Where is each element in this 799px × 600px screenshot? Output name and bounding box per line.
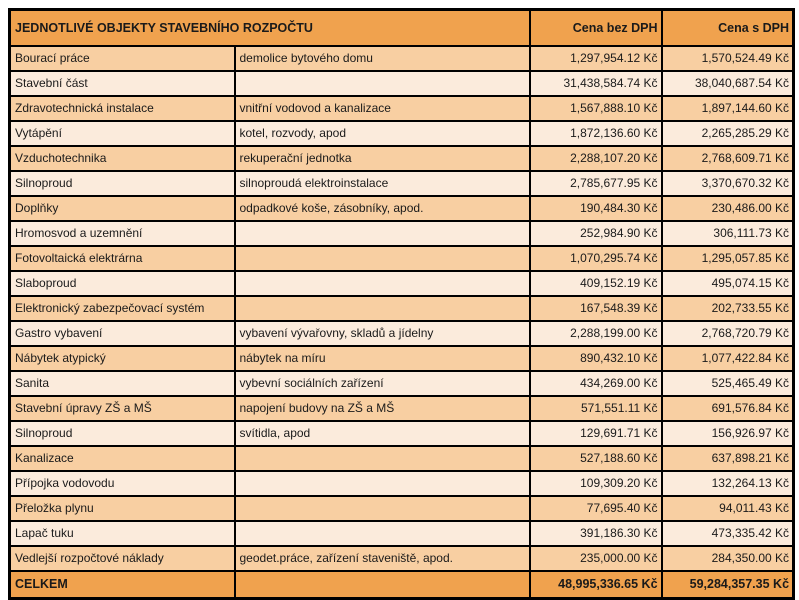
item-name-cell: Lapač tuku <box>10 521 235 546</box>
budget-table <box>8 8 795 600</box>
table-row <box>10 346 794 371</box>
column-header-price-excl-vat: Cena bez DPH <box>530 10 662 46</box>
price-incl-vat-cell: 202,733.55 Kč <box>662 296 794 321</box>
item-name-cell: Sanita <box>10 371 235 396</box>
item-description-cell <box>235 471 530 496</box>
price-incl-vat-cell: 1,570,524.49 Kč <box>662 46 794 71</box>
price-excl-vat-cell: 252,984.90 Kč <box>530 221 662 246</box>
item-description-cell: silnoproudá elektroinstalace <box>235 171 530 196</box>
price-excl-vat-cell: 1,567,888.10 Kč <box>530 96 662 121</box>
price-excl-vat-cell: 109,309.20 Kč <box>530 471 662 496</box>
price-excl-vat-cell: 31,438,584.74 Kč <box>530 71 662 96</box>
item-name-cell: Stavební úpravy ZŠ a MŠ <box>10 396 235 421</box>
table-row <box>10 546 794 571</box>
item-name-cell: Doplňky <box>10 196 235 221</box>
item-description-cell: kotel, rozvody, apod <box>235 121 530 146</box>
item-name-cell: Slaboproud <box>10 271 235 296</box>
total-price-incl-vat: 59,284,357.35 Kč <box>662 571 794 599</box>
item-description-cell: rekuperační jednotka <box>235 146 530 171</box>
item-description-cell: vnitřní vodovod a kanalizace <box>235 96 530 121</box>
price-excl-vat-cell: 1,872,136.60 Kč <box>530 121 662 146</box>
price-incl-vat-cell: 473,335.42 Kč <box>662 521 794 546</box>
item-description-cell <box>235 521 530 546</box>
price-incl-vat-cell: 306,111.73 Kč <box>662 221 794 246</box>
item-name-cell: Fotovoltaická elektrárna <box>10 246 235 271</box>
item-name-cell: Gastro vybavení <box>10 321 235 346</box>
item-name-cell: Zdravotechnická instalace <box>10 96 235 121</box>
table-row <box>10 196 794 221</box>
item-name-cell: Vytápění <box>10 121 235 146</box>
item-description-cell <box>235 496 530 521</box>
column-header-price-incl-vat: Cena s DPH <box>662 10 794 46</box>
price-excl-vat-cell: 409,152.19 Kč <box>530 271 662 296</box>
price-incl-vat-cell: 156,926.97 Kč <box>662 421 794 446</box>
price-incl-vat-cell: 38,040,687.54 Kč <box>662 71 794 96</box>
item-name-cell: Silnoproud <box>10 421 235 446</box>
item-description-cell <box>235 221 530 246</box>
item-description-cell <box>235 71 530 96</box>
item-name-cell: Kanalizace <box>10 446 235 471</box>
total-label: CELKEM <box>10 571 235 599</box>
item-description-cell: svítidla, apod <box>235 421 530 446</box>
price-incl-vat-cell: 2,768,609.71 Kč <box>662 146 794 171</box>
price-incl-vat-cell: 637,898.21 Kč <box>662 446 794 471</box>
table-row <box>10 221 794 246</box>
item-name-cell: Hromosvod a uzemnění <box>10 221 235 246</box>
table-row <box>10 371 794 396</box>
table-row <box>10 521 794 546</box>
price-incl-vat-cell: 2,265,285.29 Kč <box>662 121 794 146</box>
price-incl-vat-cell: 94,011.43 Kč <box>662 496 794 521</box>
item-name-cell: Nábytek atypický <box>10 346 235 371</box>
price-incl-vat-cell: 2,768,720.79 Kč <box>662 321 794 346</box>
table-row <box>10 96 794 121</box>
table-title: JEDNOTLIVÉ OBJEKTY STAVEBNÍHO ROZPOČTU <box>10 10 530 46</box>
budget-table-body <box>10 46 794 571</box>
price-excl-vat-cell: 1,297,954.12 Kč <box>530 46 662 71</box>
table-header-row <box>10 10 794 46</box>
table-row <box>10 46 794 71</box>
price-incl-vat-cell: 284,350.00 Kč <box>662 546 794 571</box>
price-incl-vat-cell: 1,897,144.60 Kč <box>662 96 794 121</box>
price-excl-vat-cell: 77,695.40 Kč <box>530 496 662 521</box>
table-row <box>10 296 794 321</box>
table-row <box>10 321 794 346</box>
table-row <box>10 171 794 196</box>
table-row <box>10 496 794 521</box>
table-row <box>10 71 794 96</box>
item-description-cell: vybavení vývařovny, skladů a jídelny <box>235 321 530 346</box>
item-description-cell: geodet.práce, zařízení staveniště, apod. <box>235 546 530 571</box>
price-excl-vat-cell: 2,785,677.95 Kč <box>530 171 662 196</box>
price-incl-vat-cell: 525,465.49 Kč <box>662 371 794 396</box>
table-row <box>10 246 794 271</box>
price-excl-vat-cell: 235,000.00 Kč <box>530 546 662 571</box>
item-name-cell: Elektronický zabezpečovací systém <box>10 296 235 321</box>
price-incl-vat-cell: 132,264.13 Kč <box>662 471 794 496</box>
price-incl-vat-cell: 1,295,057.85 Kč <box>662 246 794 271</box>
total-price-excl-vat: 48,995,336.65 Kč <box>530 571 662 599</box>
table-row <box>10 121 794 146</box>
item-description-cell: vybevní sociálních zařízení <box>235 371 530 396</box>
price-excl-vat-cell: 391,186.30 Kč <box>530 521 662 546</box>
table-row <box>10 396 794 421</box>
item-description-cell: napojení budovy na ZŠ a MŠ <box>235 396 530 421</box>
price-excl-vat-cell: 2,288,199.00 Kč <box>530 321 662 346</box>
price-incl-vat-cell: 691,576.84 Kč <box>662 396 794 421</box>
table-row <box>10 446 794 471</box>
item-name-cell: Silnoproud <box>10 171 235 196</box>
price-excl-vat-cell: 434,269.00 Kč <box>530 371 662 396</box>
item-name-cell: Vzduchotechnika <box>10 146 235 171</box>
price-excl-vat-cell: 571,551.11 Kč <box>530 396 662 421</box>
item-description-cell: demolice bytového domu <box>235 46 530 71</box>
table-row <box>10 271 794 296</box>
price-excl-vat-cell: 527,188.60 Kč <box>530 446 662 471</box>
item-name-cell: Přípojka vodovodu <box>10 471 235 496</box>
total-row <box>10 571 794 599</box>
item-name-cell: Stavební část <box>10 71 235 96</box>
total-description-cell <box>235 571 530 599</box>
table-row <box>10 471 794 496</box>
item-description-cell <box>235 446 530 471</box>
price-incl-vat-cell: 230,486.00 Kč <box>662 196 794 221</box>
item-description-cell <box>235 296 530 321</box>
price-excl-vat-cell: 1,070,295.74 Kč <box>530 246 662 271</box>
price-excl-vat-cell: 190,484.30 Kč <box>530 196 662 221</box>
table-row <box>10 421 794 446</box>
item-name-cell: Bourací práce <box>10 46 235 71</box>
price-incl-vat-cell: 1,077,422.84 Kč <box>662 346 794 371</box>
price-excl-vat-cell: 167,548.39 Kč <box>530 296 662 321</box>
item-description-cell: nábytek na míru <box>235 346 530 371</box>
price-incl-vat-cell: 3,370,670.32 Kč <box>662 171 794 196</box>
price-excl-vat-cell: 890,432.10 Kč <box>530 346 662 371</box>
item-description-cell <box>235 271 530 296</box>
table-row <box>10 146 794 171</box>
item-name-cell: Vedlejší rozpočtové náklady <box>10 546 235 571</box>
price-incl-vat-cell: 495,074.15 Kč <box>662 271 794 296</box>
item-name-cell: Přeložka plynu <box>10 496 235 521</box>
item-description-cell: odpadkové koše, zásobníky, apod. <box>235 196 530 221</box>
item-description-cell <box>235 246 530 271</box>
price-excl-vat-cell: 129,691.71 Kč <box>530 421 662 446</box>
price-excl-vat-cell: 2,288,107.20 Kč <box>530 146 662 171</box>
